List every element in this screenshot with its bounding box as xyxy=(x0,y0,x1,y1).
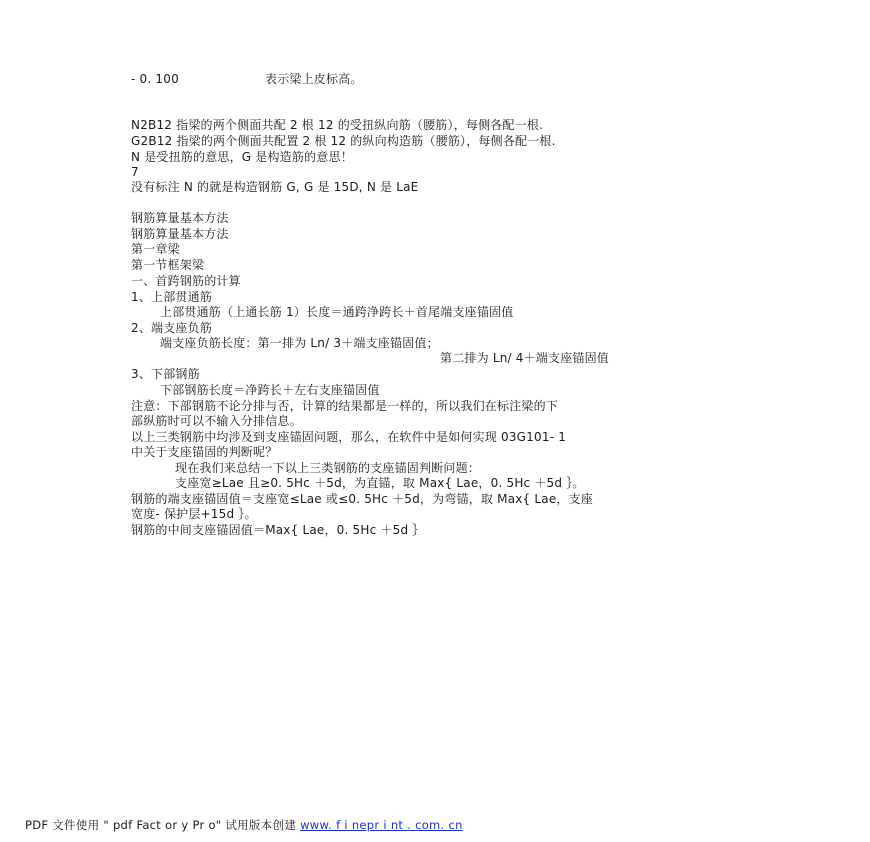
elevation-description: 表示梁上皮标高。 xyxy=(265,72,363,86)
n-g-meaning-line: N 是受扭筋的意思，G 是构造筋的意思！ xyxy=(131,150,353,164)
top-bar-formula: 上部贯通筋（上通长筋 1）长度＝通跨净跨长＋首尾端支座锚固值 xyxy=(160,305,514,319)
method-title-repeat: 钢筋算量基本方法 xyxy=(131,227,229,241)
item-heading: 一、首跨钢筋的计算 xyxy=(131,274,241,288)
bottom-bar-formula: 下部钢筋长度＝净跨长＋左右支座锚固值 xyxy=(160,383,380,397)
section-heading: 第一节框架梁 xyxy=(131,258,205,272)
subheading-end-support: 2、端支座负筋 xyxy=(131,321,213,335)
summary-line: 现在我们来总结一下以上三类钢筋的支座锚固判断问题： xyxy=(175,461,481,475)
chapter-heading: 第一章梁 xyxy=(131,242,180,256)
rule-straight-anchor: 支座宽≥Lae 且≥0. 5Hc ＋5d，为直锚，取 Max{ Lae，0. 5Hc ＋5d ｝。 xyxy=(175,476,585,490)
end-support-formula-1: 端支座负筋长度：第一排为 Ln/ 3＋端支座锚固值； xyxy=(160,336,439,350)
no-n-note-line: 没有标注 N 的就是构造钢筋 G, G 是 15D, N 是 LaE xyxy=(131,180,419,194)
rule-end-anchor-1: 钢筋的端支座锚固值＝支座宽≤Lae 或≤0. 5Hc ＋5d，为弯锚，取 Max{ Lae，支座 xyxy=(131,492,594,506)
footer-link[interactable]: www. f i nepr i nt . com. cn xyxy=(300,818,463,832)
n2b12-line: N2B12 指梁的两个侧面共配 2 根 12 的受扭纵向筋（腰筋），每侧各配一根. xyxy=(131,118,544,132)
subheading-bottom-bar: 3、下部钢筋 xyxy=(131,367,200,381)
end-support-formula-2: 第二排为 Ln/ 4＋端支座锚固值 xyxy=(440,351,609,365)
number-line: 7 xyxy=(131,165,139,179)
question-line-1: 以上三类钢筋中均涉及到支座锚固问题，那么，在软件中是如何实现 03G101- 1 xyxy=(131,430,567,444)
elevation-value: - 0. 100 xyxy=(131,72,179,86)
subheading-top-bar: 1、上部贯通筋 xyxy=(131,290,213,304)
question-line-2: 中关于支座锚固的判断呢？ xyxy=(131,445,278,459)
rule-end-anchor-2: 宽度- 保护层+15d ｝。 xyxy=(131,507,257,521)
rule-middle-anchor: 钢筋的中间支座锚固值＝Max{ Lae，0. 5Hc ＋5d ｝ xyxy=(131,523,425,537)
note-line-2: 部纵筋时可以不输入分排信息。 xyxy=(131,414,302,428)
note-line-1: 注意：下部钢筋不论分排与否，计算的结果都是一样的，所以我们在标注梁的下 xyxy=(131,399,559,413)
pdf-footer xyxy=(25,818,463,832)
footer-prefix: PDF 文件使用 " pdf Fact or y Pr o" 试用版本创建 xyxy=(25,818,301,832)
method-title: 钢筋算量基本方法 xyxy=(131,211,229,225)
g2b12-line: G2B12 指梁的两个侧面共配置 2 根 12 的纵向构造筋（腰筋），每侧各配一根. xyxy=(131,134,556,148)
